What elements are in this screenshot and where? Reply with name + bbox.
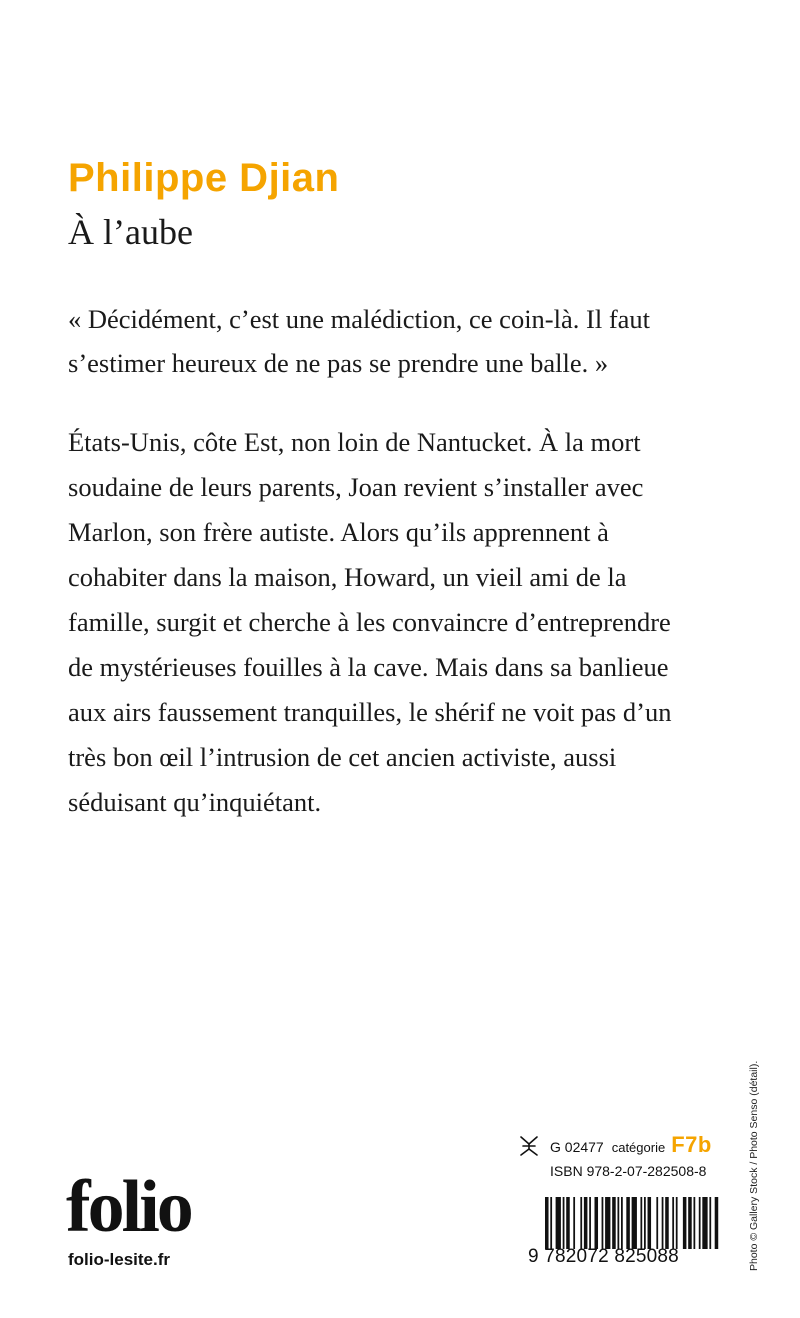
barcode-bar <box>683 1197 687 1249</box>
barcode-bar <box>621 1197 623 1249</box>
summary-line: États-Unis, côte Est, non loin de Nantucket. À la mort <box>68 427 641 457</box>
barcode-bar <box>662 1197 664 1249</box>
pull-quote <box>68 297 748 385</box>
barcode-bar <box>648 1197 652 1249</box>
barcode-digits: 9 782072 825088 <box>528 1246 679 1267</box>
barcode-bar <box>602 1197 604 1249</box>
barcode-bar <box>632 1197 637 1249</box>
barcode-bar <box>640 1197 642 1249</box>
barcode-bar <box>688 1197 692 1249</box>
category-label: catégorie <box>611 1140 666 1155</box>
category-value: F7b <box>671 1132 712 1157</box>
barcode-bar <box>644 1197 646 1249</box>
barcode-bar <box>656 1197 658 1249</box>
summary-line: très bon œil l’intrusion de cet ancien activiste, aussi <box>68 742 617 772</box>
barcode-bar <box>672 1197 674 1249</box>
summary-line: de mystérieuses fouilles à la cave. Mais dans sa banlieue <box>68 652 669 682</box>
price-code: G 02477 <box>550 1139 604 1155</box>
barcode-bar <box>594 1197 598 1249</box>
barcode-bar <box>693 1197 695 1249</box>
summary-line: Marlon, son frère autiste. Alors qu’ils apprennent à <box>68 517 609 547</box>
barcode-bar <box>702 1197 707 1249</box>
barcode-bar <box>676 1197 678 1249</box>
barcode-bar <box>709 1197 711 1249</box>
barcode-bar <box>556 1197 561 1249</box>
summary-line: aux airs faussement tranquilles, le shérif ne voit pas d’un <box>68 697 672 727</box>
folio-logo: folio <box>66 1166 191 1248</box>
barcode-bar <box>612 1197 616 1249</box>
summary-line: séduisant qu’inquiétant. <box>68 787 322 817</box>
photo-credit: Photo © Gallery Stock / Photo Senso (détail). <box>748 1060 760 1271</box>
barcode-bar <box>699 1197 701 1249</box>
barcode-bar <box>580 1197 582 1249</box>
quote-line: s’estimer heureux de ne pas se prendre une balle. » <box>68 348 609 378</box>
barcode-bar <box>545 1197 549 1249</box>
barcode-bar <box>589 1197 591 1249</box>
quote-line: « Décidément, c’est une malédiction, ce coin-là. Il faut <box>68 304 651 334</box>
book-summary <box>68 420 748 825</box>
summary-line: cohabiter dans la maison, Howard, un vieil ami de la <box>68 562 627 592</box>
barcode-bar <box>566 1197 570 1249</box>
isbn-number: ISBN 978-2-07-282508-8 <box>550 1163 707 1179</box>
barcode-bar <box>550 1197 552 1249</box>
barcode-bar <box>605 1197 610 1249</box>
price-category-row <box>518 1132 712 1158</box>
summary-line: famille, surgit et cherche à les convaincre d’entreprendre <box>68 607 671 637</box>
barcode-bar <box>715 1197 719 1249</box>
barcode-bar <box>573 1197 575 1249</box>
barcode-bar <box>617 1197 619 1249</box>
barcode-bar <box>584 1197 588 1249</box>
author-name: Philippe Djian <box>68 156 340 200</box>
ean-barcode <box>545 1197 720 1249</box>
barcode-bar <box>665 1197 669 1249</box>
summary-line: soudaine de leurs parents, Joan revient s’installer avec <box>68 472 644 502</box>
book-title: À l’aube <box>68 212 193 252</box>
barcode-bar <box>626 1197 630 1249</box>
publisher-website: folio-lesite.fr <box>68 1250 171 1269</box>
barcode-bar <box>563 1197 565 1249</box>
